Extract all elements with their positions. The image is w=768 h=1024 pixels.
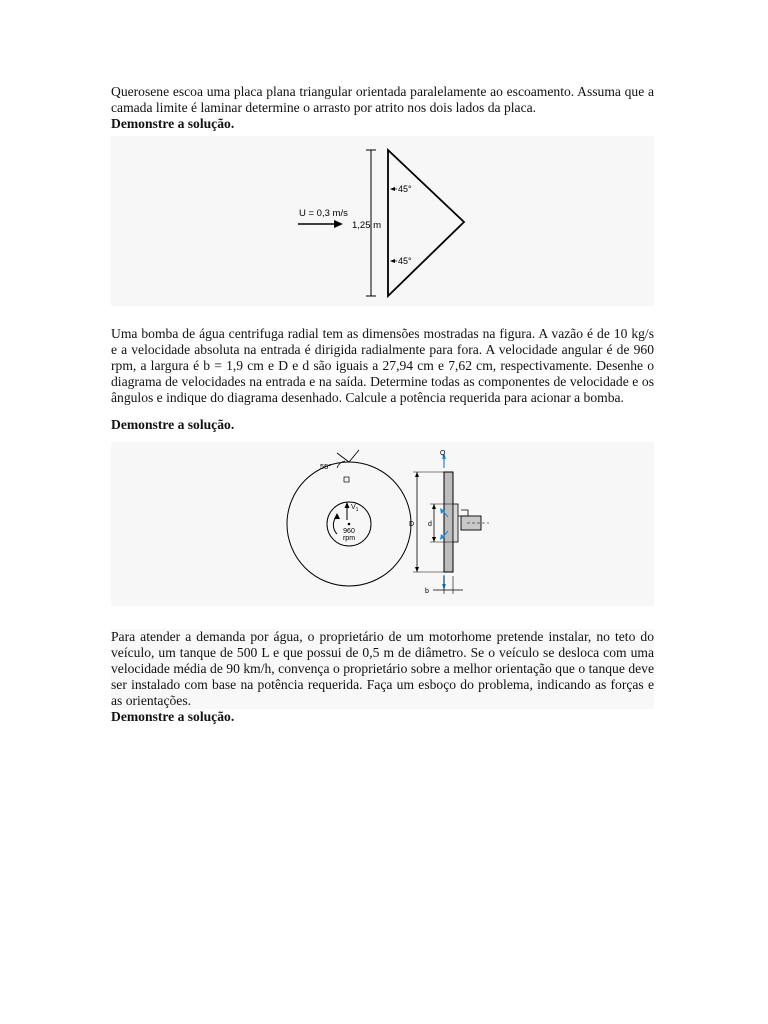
speed-unit: rpm [342,535,356,542]
centrifugal-pump-figure [111,442,654,606]
problem-1-text: Querosene escoa uma placa plana triangular orientada paralelamente ao escoamento. Assuma que a camada limite é laminar determine o arrasto por atrito nos dois lados da placa. [111,84,654,115]
problem-3-solution-label: Demonstre a solução. [111,709,235,724]
angle-bottom-label: 45° [398,256,412,266]
impeller-front-view [287,450,411,586]
d-small-label: d [428,521,432,528]
problem-1-solution-label: Demonstre a solução. [111,116,235,131]
d-big-label: D [409,521,415,528]
angle-55-label: 55° [320,462,332,471]
speed-value: 960 [343,528,355,535]
impeller-side-view [409,450,489,595]
v1-label: $V_1$ [351,504,359,513]
height-label: 1,25 m [352,220,382,231]
triangular-plate-figure [111,136,654,306]
problem-3-text: Para atender a demanda por água, o proprietário de um motorhome pretende instalar, no teto do veículo, um tanque de 500 L e que possui de 0,5 m de diâmetro. Se o veículo se desloca com uma velocidade média de 90 km/h, convença o proprietário sobre a melhor orientação que o tanque deve ser instalado com base na potência requerida. Faça um esboço do problema, indicando as forças e as orientações. [111,629,654,708]
problem-2-text: Uma bomba de água centrifuga radial tem as dimensões mostradas na figura. A vazão é de 10 kg/s e a velocidade absoluta na entrada é dirigida radialmente para fora. A velocidade angular é de 960 rpm, a largura é b = 1,9 cm e D e d são iguais a 27,94 cm e 7,62 cm, respectivamente. Desenhe o diagrama de velocidades na entrada e na saída. Determine todas as componentes de velocidade e os ângulos e indique do diagrama desenhado. Calcule a potência requerida para acionar a bomba. [111,326,654,405]
q-label: Q [440,450,446,457]
b-label: b [425,588,429,595]
velocity-label: U = 0,3 m/s [299,208,348,219]
problem-2-solution-label: Demonstre a solução. [111,417,235,432]
angle-top-label: 45° [398,184,412,194]
